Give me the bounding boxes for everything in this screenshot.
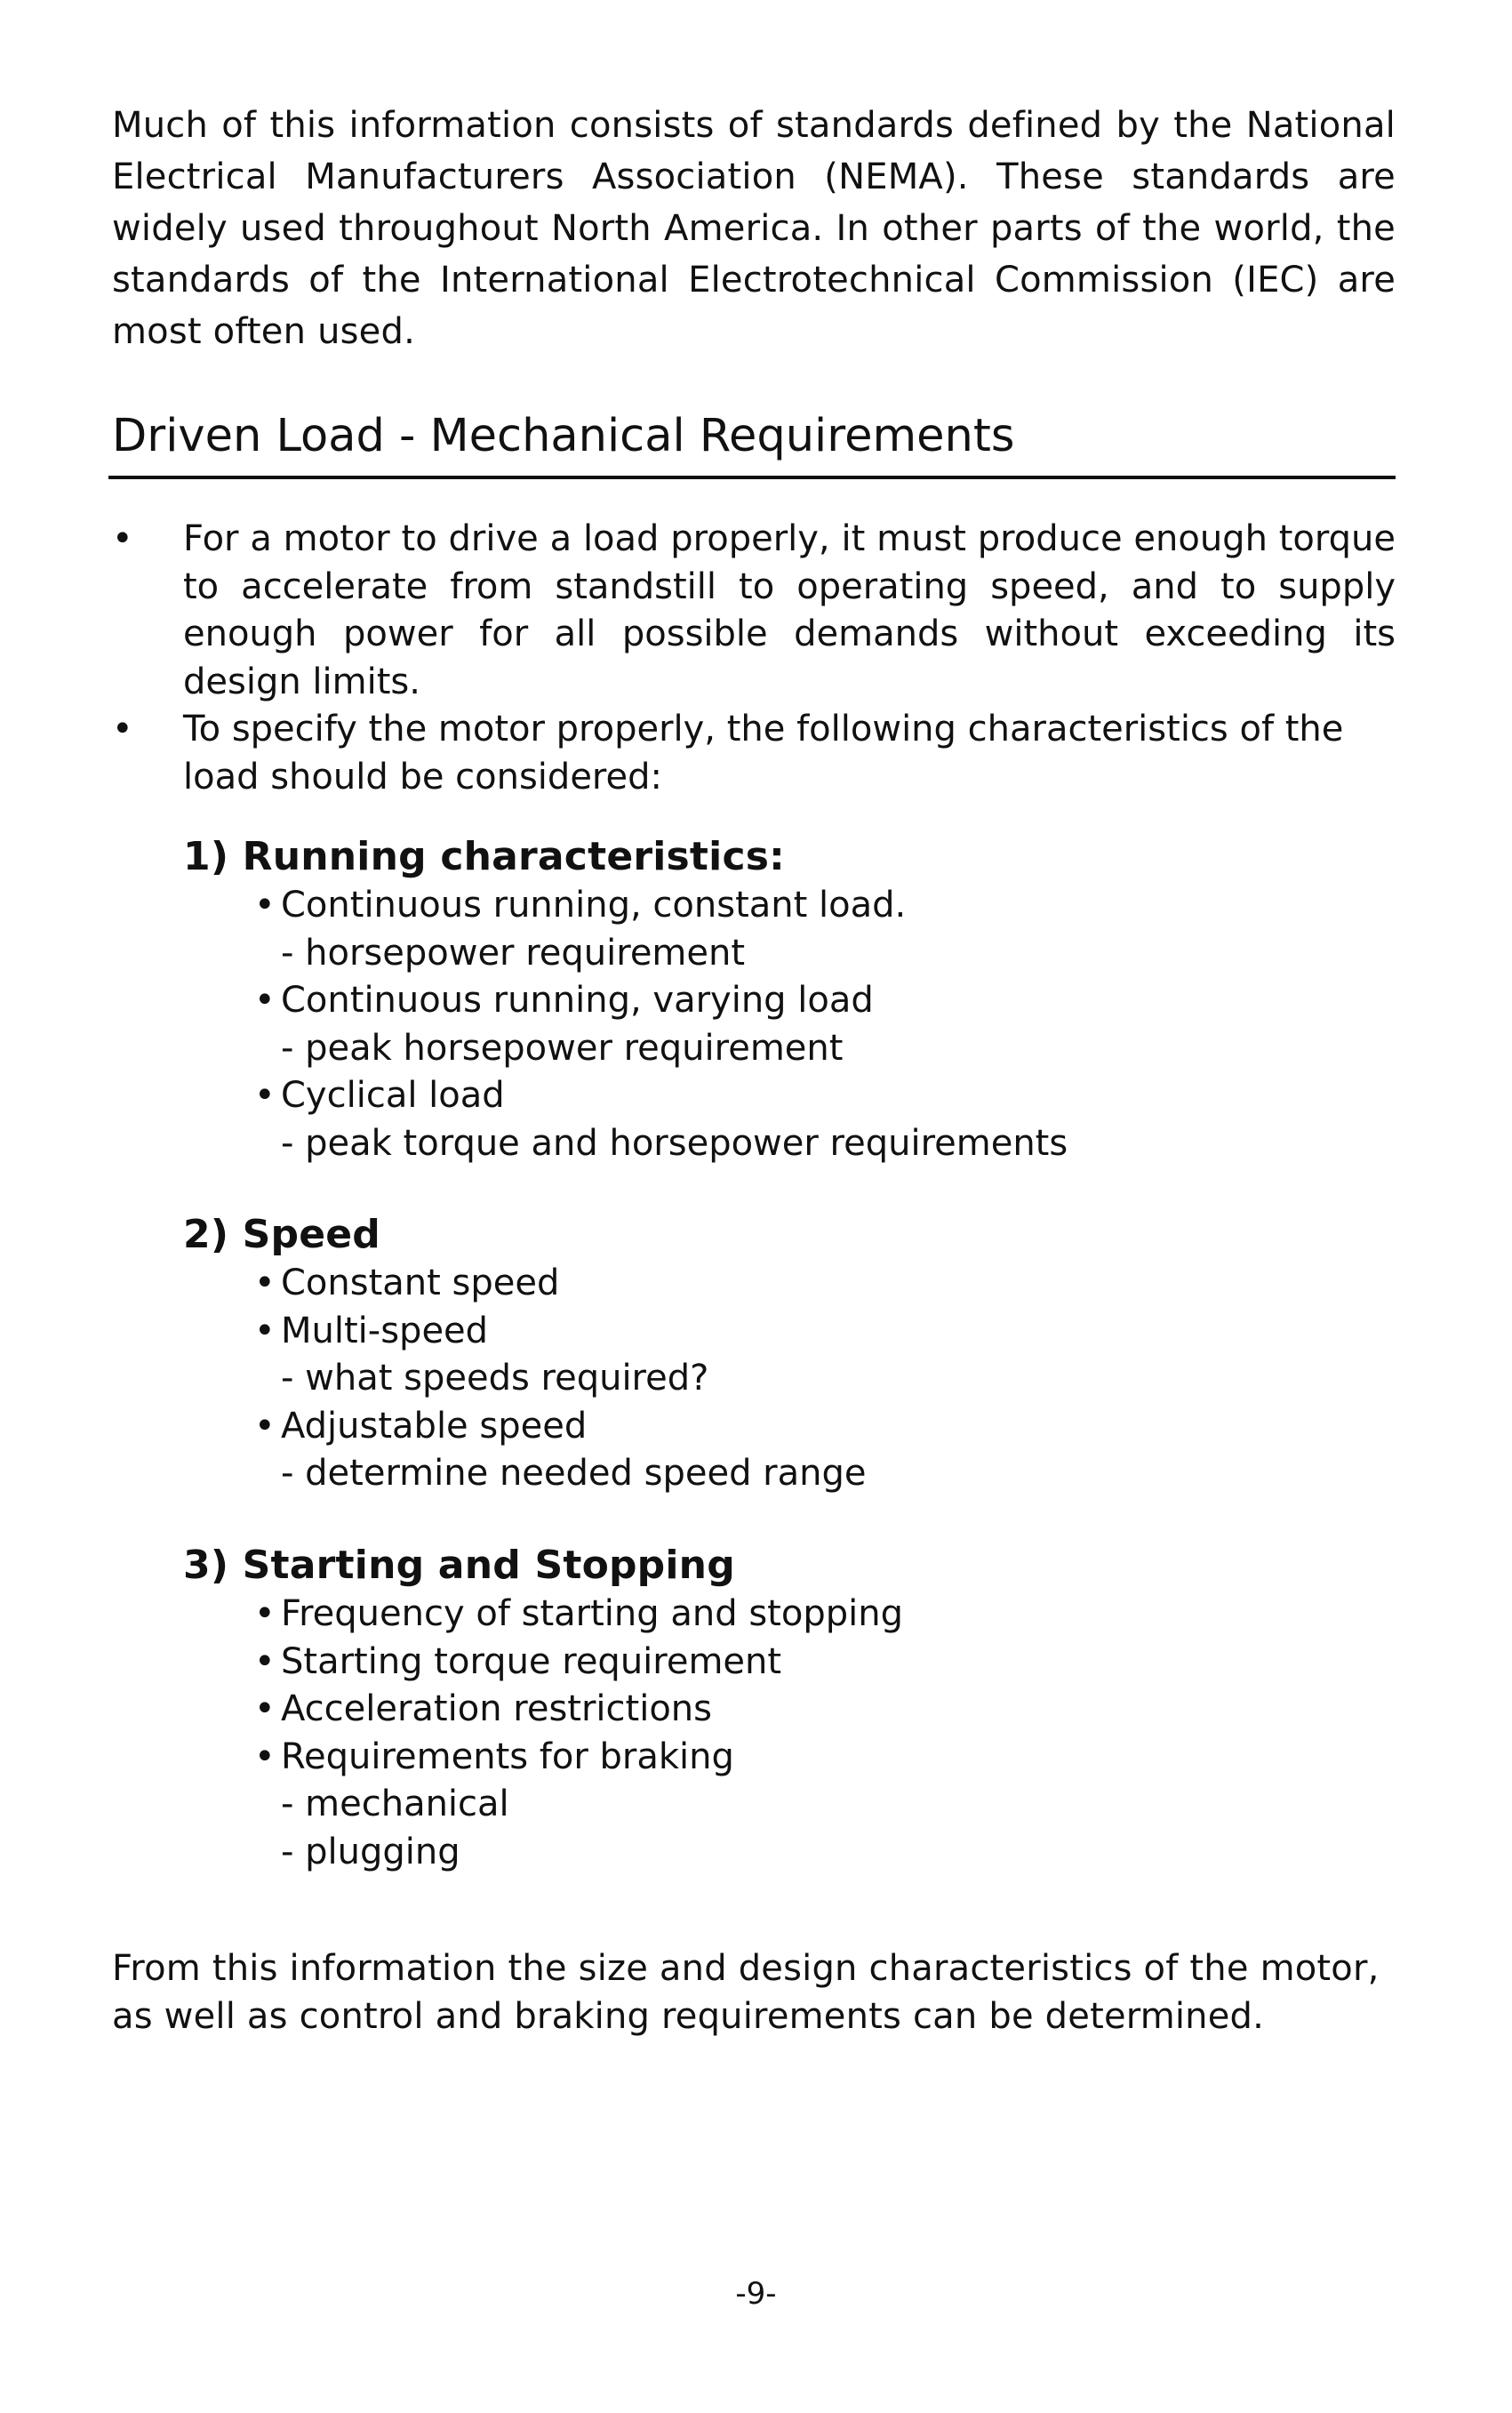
section-item-list <box>183 1260 1339 1498</box>
bullet-dot-icon: • <box>254 1310 276 1351</box>
section-item-list <box>183 1591 1339 1876</box>
bullet-item <box>112 706 1396 801</box>
item-label: Continuous running, constant load. <box>281 885 907 926</box>
starting-stopping-section <box>183 1541 1339 1876</box>
bullet-text: For a motor to drive a load properly, it must produce enough torque to accelerate from standstill to operating speed, and to supply enough power for all possible demands without exceeding its design limits. <box>183 518 1396 702</box>
section-title: 3) Starting and Stopping <box>183 1543 735 1588</box>
item-sub: - plugging <box>281 1831 460 1872</box>
item-sub: - peak horsepower requirement <box>281 1027 844 1069</box>
bullet-dot-icon: • <box>254 1593 276 1634</box>
bullet-dot-icon: • <box>112 518 133 559</box>
intro-paragraph: Much of this information consists of standards defined by the National Electrical Manufacturers Association (NEMA). These standards are widely used throughout North America. In other parts of the world, the standards of the International Electrotechnical Commission (IEC) are most often used. <box>112 105 1396 352</box>
item-label: Frequency of starting and stopping <box>281 1593 903 1634</box>
running-characteristics-section <box>183 832 1339 1167</box>
bullet-dot-icon: • <box>254 1688 276 1729</box>
list-item <box>254 1260 1339 1308</box>
bullet-text: To specify the motor properly, the following characteristics of the load should be considered: <box>183 709 1344 798</box>
list-item <box>254 977 1339 1072</box>
item-label: Acceleration restrictions <box>281 1688 712 1729</box>
item-label: Requirements for braking <box>281 1736 734 1777</box>
requirements-bullet-list <box>112 516 1396 801</box>
bullet-dot-icon: • <box>254 1075 276 1116</box>
list-item <box>254 1639 1339 1687</box>
bullet-dot-icon: • <box>254 885 276 926</box>
bullet-dot-icon: • <box>254 1640 276 1682</box>
item-label: Multi-speed <box>281 1310 489 1351</box>
bullet-dot-icon: • <box>112 709 133 750</box>
item-label: Starting torque requirement <box>281 1640 782 1682</box>
bullet-dot-icon: • <box>254 1263 276 1303</box>
heading-rule <box>108 476 1396 479</box>
list-item <box>254 1734 1339 1877</box>
list-item <box>254 1591 1339 1639</box>
item-sub: - mechanical <box>281 1784 509 1824</box>
bullet-dot-icon: • <box>254 1405 276 1447</box>
list-item <box>254 1686 1339 1734</box>
item-label: Continuous running, varying load <box>281 980 874 1021</box>
bullet-dot-icon: • <box>254 1736 276 1777</box>
item-sub: - peak torque and horsepower requirements <box>281 1122 1068 1164</box>
closing-paragraph: From this information the size and design characteristics of the motor, as well as control and braking requirements can be determined. <box>112 1948 1380 2037</box>
speed-section <box>183 1210 1339 1498</box>
list-item <box>254 1403 1339 1498</box>
item-sub: - determine needed speed range <box>281 1453 867 1494</box>
section-title: 1) Running characteristics: <box>183 834 785 879</box>
item-sub: - horsepower requirement <box>281 932 746 974</box>
section-title: 2) Speed <box>183 1212 381 1257</box>
list-item <box>254 1072 1339 1167</box>
bullet-item <box>112 516 1396 706</box>
item-sub: - what speeds required? <box>281 1358 709 1399</box>
page-number: -9- <box>735 2276 777 2312</box>
list-item <box>254 882 1339 977</box>
bullet-dot-icon: • <box>254 980 276 1021</box>
item-label: Constant speed <box>281 1263 560 1303</box>
item-label: Cyclical load <box>281 1075 505 1116</box>
section-heading: Driven Load - Mechanical Requirements <box>112 410 1015 462</box>
item-label: Adjustable speed <box>281 1405 588 1447</box>
section-item-list <box>183 882 1339 1167</box>
list-item <box>254 1308 1339 1403</box>
